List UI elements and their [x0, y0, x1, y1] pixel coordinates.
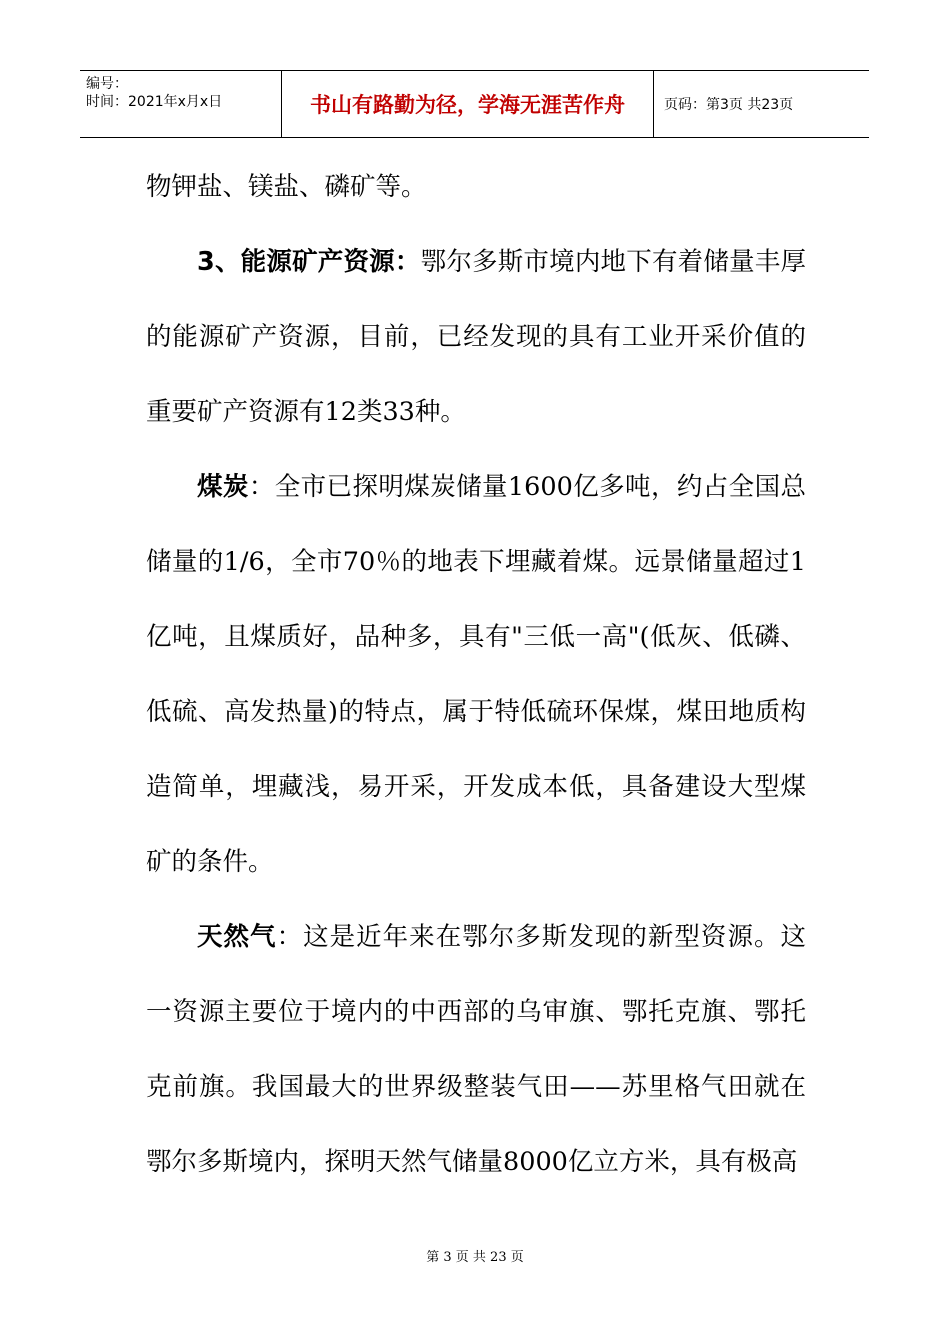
document-time: 时间：2021年x月x日: [86, 94, 223, 110]
document-body: [146, 150, 806, 1200]
page-header: [80, 70, 869, 138]
page-footer: 第 3 页 共 23 页: [426, 1250, 524, 1265]
paragraph-text: ：这是近年来在鄂尔多斯发现的新型资源。这一资源主要位于境内的中西部的乌审旗、鄂托克旗、鄂托克前旗。我国最大的世界级整装气田——苏里格气田就在鄂尔多斯境内，探明天然气储量8000亿立方米，具有极高: [146, 922, 806, 1177]
document-number-label: 编号：: [86, 76, 128, 92]
paragraph-natural-gas: [146, 900, 806, 1200]
header-page-info: 页码：第3页 共23页: [664, 97, 794, 113]
term-heading: 煤炭: [197, 472, 249, 502]
paragraph-text: ：全市已探明煤炭储量1600亿多吨，约占全国总储量的1/6，全市70％的地表下埋藏着煤。远景储量超过1亿吨，且煤质好，品种多，具有"三低一高"(低灰、低磷、低硫、高发热量)的特点，属于特低硫环保煤，煤田地质构造简单，埋藏浅，易开采，开发成本低，具备建设大型煤矿的条件。: [146, 472, 806, 877]
paragraph-coal: [146, 450, 806, 900]
paragraph-text: 鄂尔多斯市境内地下有着储量丰厚的能源矿产资源，目前，已经发现的具有工业开采价值的重要矿产资源有12类33种。: [146, 247, 806, 427]
header-motto: 书山有路勤为径，学海无涯苦作舟: [282, 71, 654, 137]
paragraph-text: 物钾盐、镁盐、磷矿等。: [146, 172, 427, 202]
paragraph-continuation: [146, 150, 806, 225]
term-heading: 天然气: [197, 922, 277, 952]
section-heading: 3、能源矿产资源：: [197, 247, 421, 277]
paragraph-energy-resources: [146, 225, 806, 450]
header-meta: [80, 71, 282, 137]
